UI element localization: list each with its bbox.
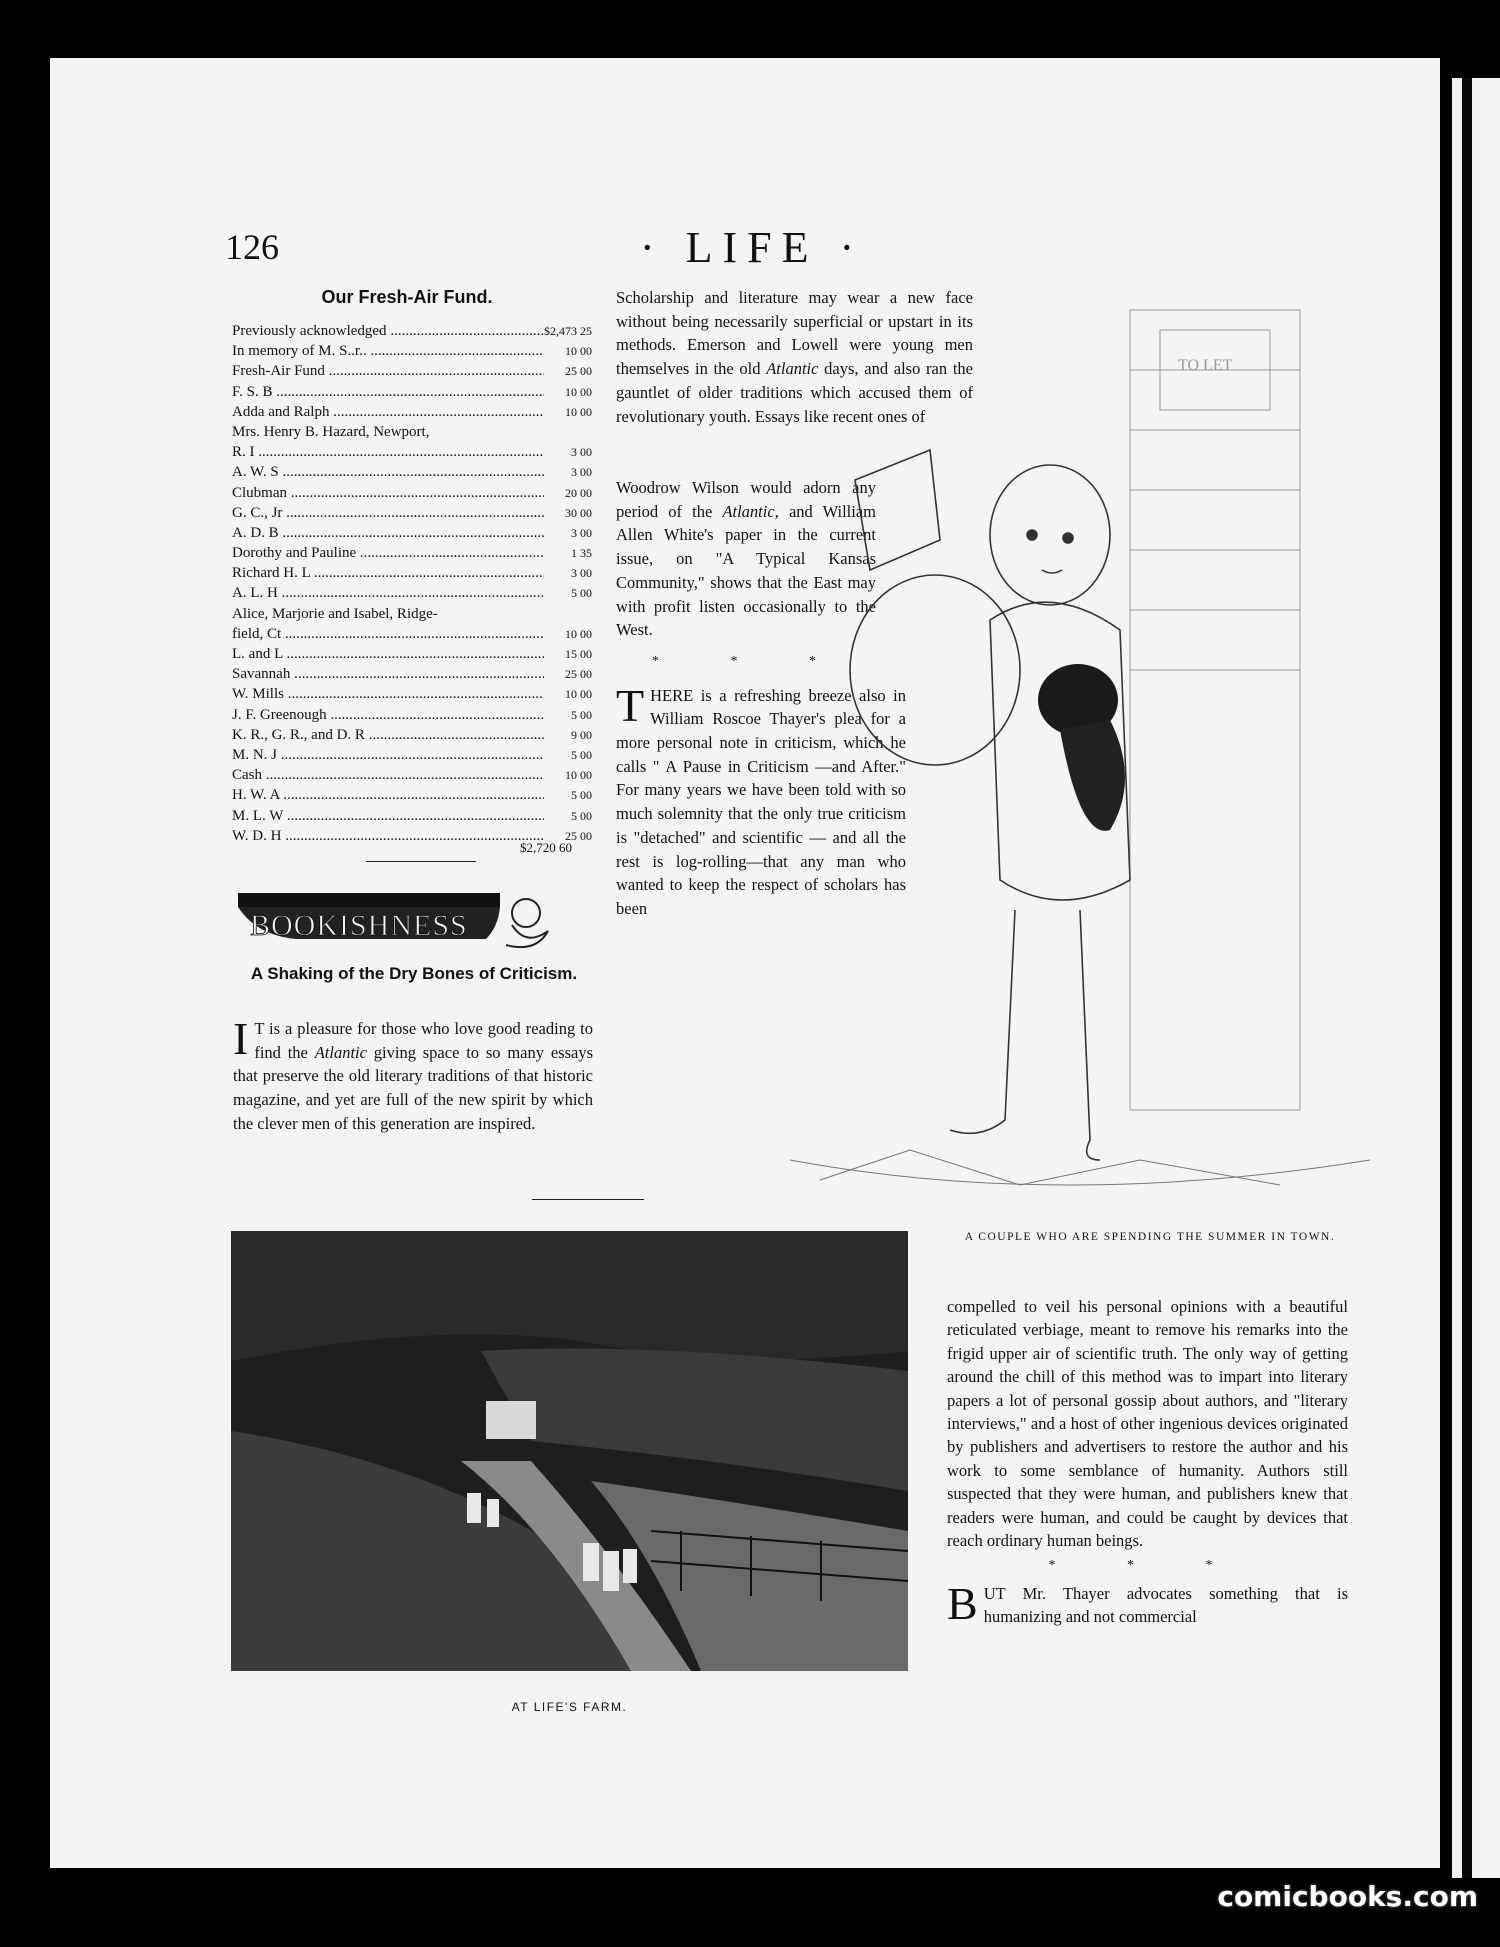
fund-entry-name: Adda and Ralph ..... (232, 402, 544, 422)
fund-entry-amount: 9 00 (571, 727, 592, 742)
fund-entry-amount: 10 00 (565, 768, 592, 783)
fund-total: $2,720 60 (520, 840, 572, 855)
fund-entry-amount: 5 00 (571, 707, 592, 722)
fund-entry-name: Richard H. L ..... (232, 563, 544, 583)
fund-entry (232, 583, 592, 603)
fund-entry-amount: 5 00 (571, 788, 592, 803)
fund-entry (232, 341, 592, 361)
fund-entry-name: J. F. Greenough ..... (232, 705, 544, 725)
fund-entry (232, 604, 592, 624)
fund-entry-amount: 5 00 (571, 586, 592, 601)
fund-entry (232, 765, 592, 785)
fund-entry (232, 785, 592, 805)
fund-title: Our Fresh-Air Fund. (321, 287, 493, 307)
banner-art (236, 887, 554, 957)
fund-entry (232, 705, 592, 725)
fund-entry-name: Cash ..... (232, 765, 544, 785)
drop-cap: I (233, 1013, 249, 1064)
photo-caption: AT LIFE'S FARM. (511, 1700, 628, 1714)
fund-entry-name: Savannah ..... (232, 664, 544, 684)
fund-entry (232, 402, 592, 422)
fund-entry-amount: 20 00 (565, 485, 592, 500)
review-title: A Shaking of the Dry Bones of Criticism. (250, 964, 578, 983)
fund-entry (232, 644, 592, 664)
fund-entry-amount: 10 00 (565, 384, 592, 399)
fund-entry-name: R. I ..... (232, 442, 544, 462)
fund-entry-name: G. C., Jr ..... (232, 503, 544, 523)
review-paragraph-2-top: Scholarship and literature may wear a new face without being necessarily superficial or upstart in its methods. Emerson and Lowell were young men themselves in the old Atlantic days, and also ran the gauntlet of older traditions which accused them of revolutionary youth. Essays like recent ones of (616, 288, 973, 426)
site-watermark: comicbooks.com (1217, 1880, 1478, 1913)
fund-entry-name: field, Ct ..... (232, 624, 544, 644)
section-stars: * * * (652, 653, 850, 669)
fund-entry-amount: 5 00 (571, 747, 592, 762)
fund-list (232, 321, 592, 846)
fund-entry-amount: 10 00 (565, 626, 592, 641)
fund-entry-amount: 10 00 (565, 687, 592, 702)
banner-text: BOOKISHNESS (250, 909, 468, 942)
fund-entry-name: A. D. B ..... (232, 523, 544, 543)
fund-entry-amount: 10 00 (565, 404, 592, 419)
fund-entry (232, 684, 592, 704)
fund-entry-amount: 25 00 (565, 667, 592, 682)
sign-text: TO LET (1178, 357, 1233, 374)
fund-entry (232, 462, 592, 482)
adjacent-page-edge (1452, 78, 1500, 1878)
bookishness-banner (236, 887, 554, 957)
fund-entry (232, 361, 592, 381)
fund-entry (232, 442, 592, 462)
fund-entry-amount: $2,473 25 (544, 324, 592, 338)
section-divider (532, 1199, 644, 1200)
fund-entry (232, 523, 592, 543)
review-continuation: compelled to veil his personal opinions with a beautiful reticulated verbiage, meant to remove his remarks into the frigid upper air of scientific truth. The only way of getting around the chill of this method was to impart into literary papers a lot of personal gossip about authors, and "literary interviews," and a host of other ingenious devices originated by publishers and advertisers to restore the author and his work to some semblance of humanity. Authors still suspected that they were human, and publishers knew that readers were human, and could be caught by devices that reach ordinary human beings. * * * BUT Mr. Thayer advocates something that is humanizing and not commercial (947, 1297, 1348, 1629)
section-divider (366, 861, 476, 862)
fund-entry-amount: 25 00 (565, 364, 592, 379)
fund-entry (232, 563, 592, 583)
fund-entry-amount: 3 00 (571, 566, 592, 581)
fund-entry (232, 503, 592, 523)
fund-entry-amount: 30 00 (565, 505, 592, 520)
fund-entry-name: A. L. H ..... (232, 583, 544, 603)
fund-entry-amount: 3 00 (571, 445, 592, 460)
magazine-masthead: · LIFE · (640, 223, 865, 272)
fund-entry (232, 624, 592, 644)
fund-entry-name: A. W. S ..... (232, 462, 544, 482)
fund-entry-name: Alice, Marjorie and Isabel, Ridge- (232, 605, 438, 622)
fund-entry (232, 543, 592, 563)
fund-entry-amount: 10 00 (565, 344, 592, 359)
drop-cap: B (947, 1577, 978, 1629)
fund-entry-name: Mrs. Henry B. Hazard, Newport, (232, 423, 430, 440)
lifes-farm-photo (231, 1231, 908, 1671)
fund-entry-amount: 1 35 (571, 546, 592, 561)
fund-entry (232, 664, 592, 684)
section-stars: * * * (1048, 1558, 1247, 1574)
fund-entry-name: M. N. J ..... (232, 745, 544, 765)
fund-entry-name: K. R., G. R., and D. R ..... (232, 725, 544, 745)
fund-entry-name: In memory of M. S..r.. ..... (232, 341, 544, 361)
child-with-kitten-illustration (760, 280, 1380, 1210)
fund-entry-name: L. and L ..... (232, 644, 544, 664)
page-number: 126 (225, 227, 279, 267)
fund-entry-name: F. S. B ..... (232, 382, 544, 402)
fund-entry-name: W. Mills ..... (232, 684, 544, 704)
fund-entry-name: M. L. W ..... (232, 806, 544, 826)
fund-entry-name: W. D. H ..... (232, 826, 544, 846)
fund-entry-name: Clubman ..... (232, 483, 544, 503)
fund-entry (232, 483, 592, 503)
fund-entry-amount: 3 00 (571, 525, 592, 540)
fund-entry-amount: 15 00 (565, 647, 592, 661)
drop-cap: T (616, 679, 645, 731)
fund-entry-amount: 25 00 (565, 828, 592, 843)
fund-entry-amount: 5 00 (571, 808, 592, 823)
illustration-caption: A COUPLE WHO ARE SPENDING THE SUMMER IN TOWN. (964, 1231, 1336, 1243)
fund-entry (232, 321, 592, 341)
fund-entry-name: Dorothy and Pauline ..... (232, 543, 544, 563)
fund-entry (232, 806, 592, 826)
fund-entry-name: Fresh-Air Fund ..... (232, 361, 544, 381)
review-paragraph-1: I T is a pleasure for those who love good reading to find the Atlantic giving space to so many essays that preserve the old literary traditions of that historic magazine, and yet are full of the new spirit by which the clever men of this generation are inspired. (233, 1013, 593, 1133)
fund-entry-amount: 3 00 (571, 465, 592, 480)
fund-entry (232, 422, 592, 442)
fund-entry (232, 382, 592, 402)
illustration-art (760, 280, 1380, 1210)
photo-art (231, 1231, 908, 1671)
fund-entry-name: Previously acknowledged ..... (232, 321, 544, 341)
fund-entry (232, 745, 592, 765)
fund-entry-name: H. W. A ..... (232, 785, 544, 805)
fund-entry (232, 725, 592, 745)
review-paragraph-2-narrow: Woodrow Wilson would adorn any period of the Atlantic, and William Allen White's paper in the current issue, on "A Typical Kansas Community," shows that the East may with profit listen occasionally to the West. * * * THERE is a refreshing breeze also in William Roscoe Thayer's plea for a more personal note in criticism, which he calls " A Pause in Criticism —and After." For many years we have been told with so much solemnity that the only true criticism is "detached" and scientific — and all the rest is log-rolling—that any man who wanted to keep the respect of scholars has been (616, 478, 906, 918)
